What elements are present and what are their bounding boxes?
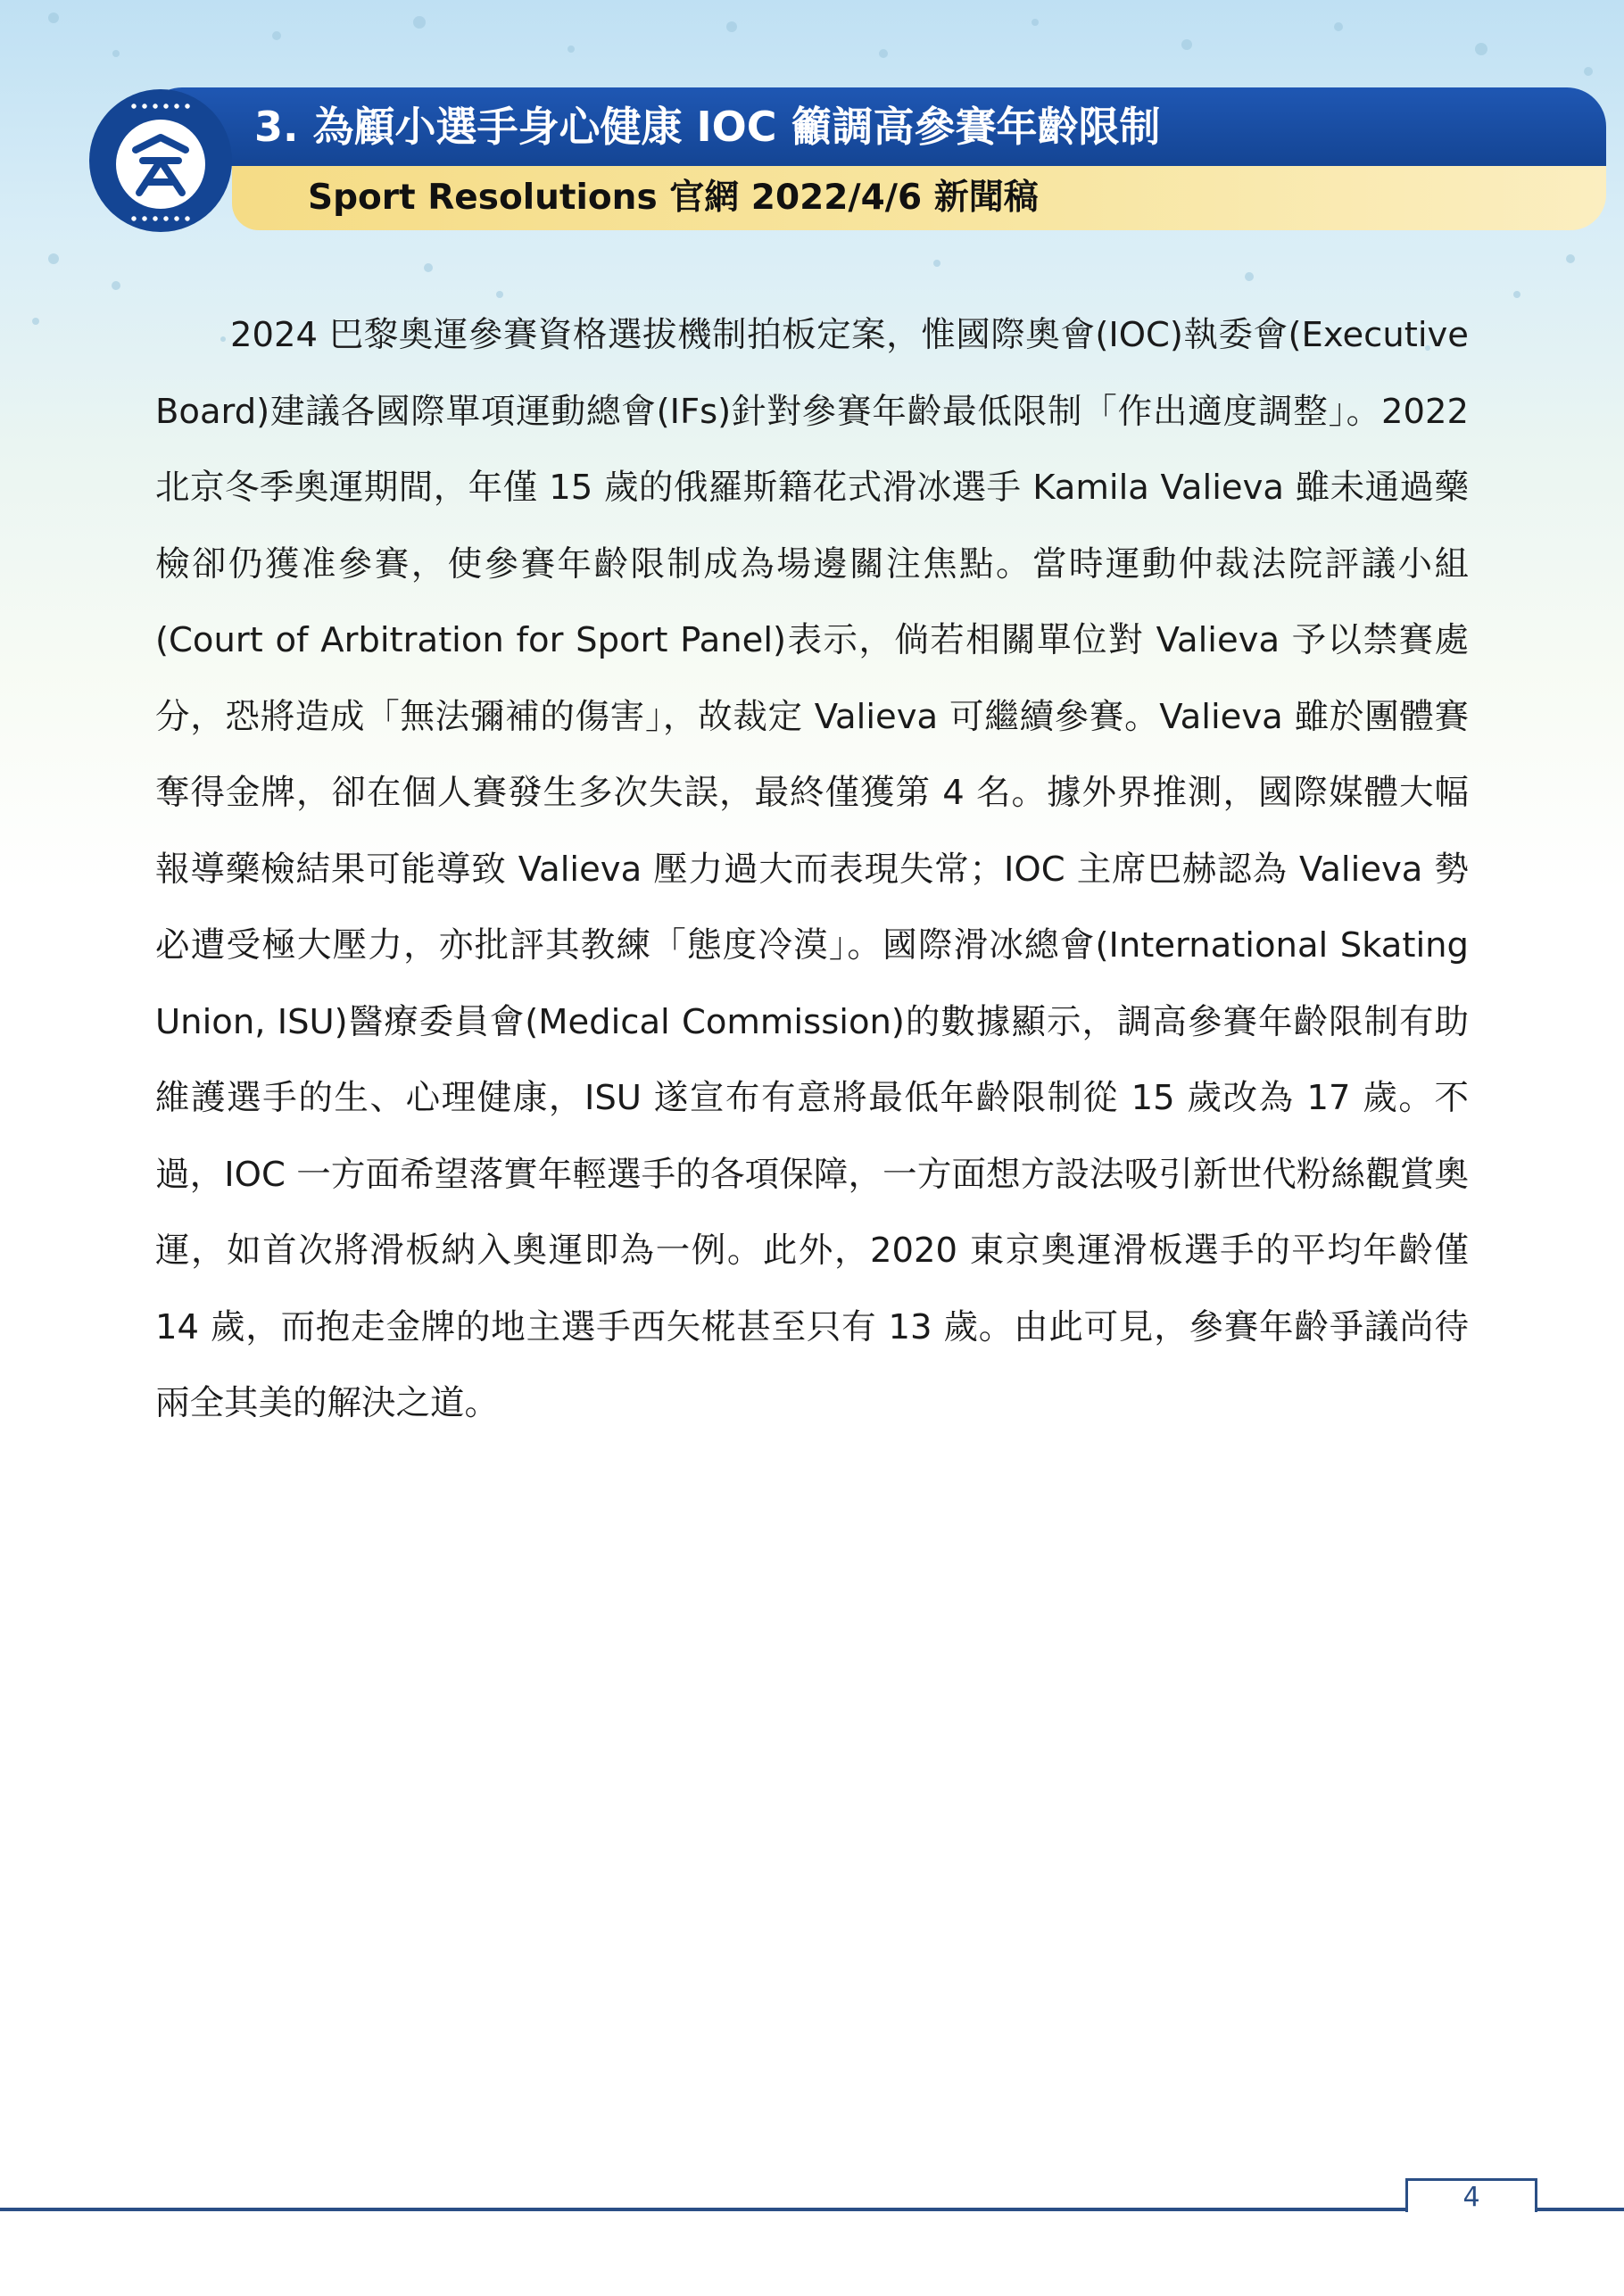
- emblem-glyph-icon: [116, 120, 205, 209]
- page-number: 4: [1462, 2182, 1480, 2213]
- section-header: [89, 87, 1526, 236]
- logo-dots-top: [128, 102, 193, 111]
- sports-administration-logo-icon: [89, 89, 232, 232]
- footer-divider: [0, 2208, 1624, 2211]
- logo-dots-bottom: [128, 214, 193, 223]
- page-title: 3. 為顧小選手身心健康 IOC 籲調高參賽年齡限制: [254, 103, 1161, 151]
- logo-emblem: [116, 120, 205, 209]
- page-number-box: [1405, 2178, 1537, 2212]
- article-paragraph: 2024 巴黎奧運參賽資格選拔機制拍板定案，惟國際奧會(IOC)執委會(Executive Board)建議各國際單項運動總會(IFs)針對參賽年齡最低限制「作出適度調整」。2022 北京冬季奧運期間，年僅 15 歲的俄羅斯籍花式滑冰選手 Kamila Valieva 雖未通過藥檢卻仍獲准參賽，使參賽年齡限制成為場邊關注焦點。當時運動仲裁法院評議小組(Court of Arbitration for Sport Panel)表示，倘若相關單位對 Valieva 予以禁賽處分，恐將造成「無法彌補的傷害」，故裁定 Valieva 可繼續參賽。Valieva 雖於團體賽奪得金牌，卻在個人賽發生多次失誤，最終僅獲第 4 名。據外界推測，國際媒體大幅報導藥檢結果可能導致 Valieva 壓力過大而表現失常；IOC 主席巴赫認為 Valieva 勢必遭受極大壓力，亦批評其教練「態度冷漠」。國際滑冰總會(International Skating Union, ISU)醫療委員會(Medical Commission)的數據顯示，調高參賽年齡限制有助維護選手的生、心理健康，ISU 遂宣布有意將最低年齡限制從 15 歲改為 17 歲。不過，IOC 一方面希望落實年輕選手的各項保障，一方面想方設法吸引新世代粉絲觀賞奧運，如首次將滑板納入奧運即為一例。此外，2020 東京奧運滑板選手的平均年齡僅 14 歲，而抱走金牌的地主選手西矢椛甚至只有 13 歲。由此可見，參賽年齡爭議尚待兩全其美的解決之道。: [155, 315, 1470, 1423]
- page-subtitle: Sport Resolutions 官網 2022/4/6 新聞稿: [308, 178, 1039, 218]
